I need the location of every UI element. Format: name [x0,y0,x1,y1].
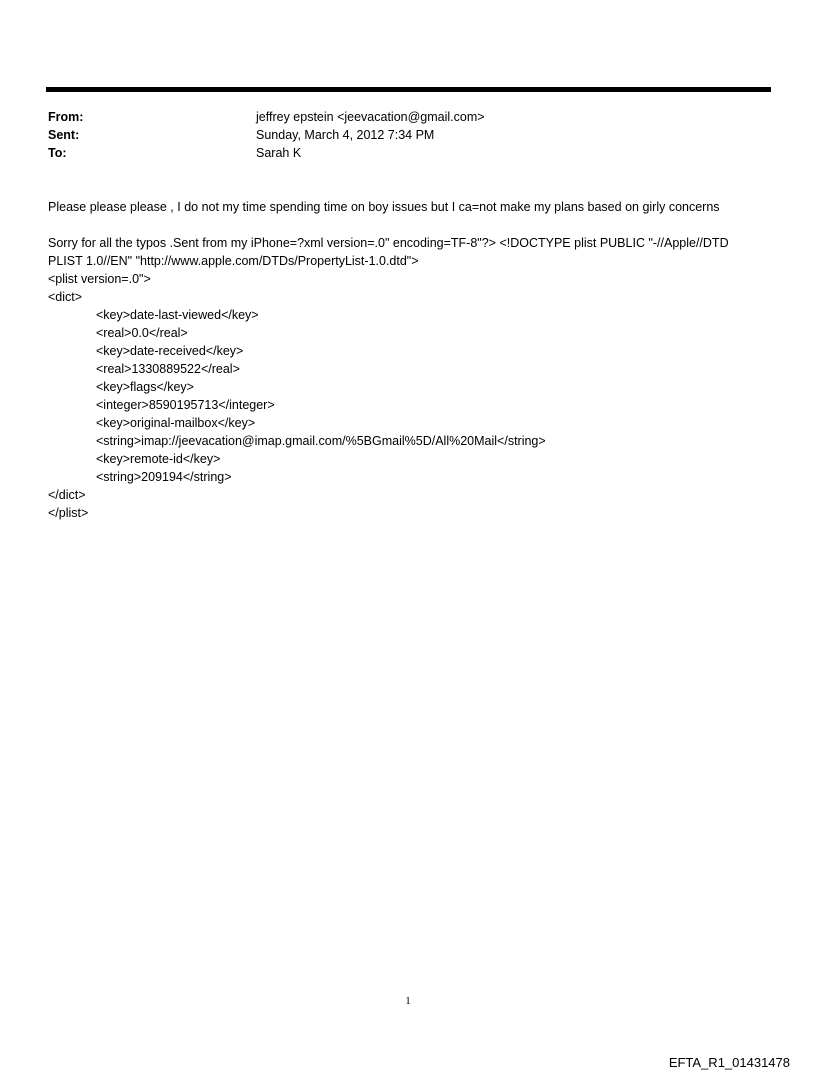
plist-key-line: <key>date-received</key> [96,344,244,358]
page-number: 1 [405,995,411,1007]
body-paragraph-2-line-2: PLIST 1.0//EN" "http://www.apple.com/DTDs/PropertyList-1.0.dtd"> [48,254,419,268]
plist-value-line: <real>1330889522</real> [96,362,240,376]
plist-value-line: <real>0.0</real> [96,326,188,340]
plist-value-line: <string>209194</string> [96,470,232,484]
plist-key-line: <key>date-last-viewed</key> [96,308,259,322]
dict-close-line: </dict> [48,488,86,502]
plist-value-line: <string>imap://jeevacation@imap.gmail.com/%5BGmail%5D/All%20Mail</string> [96,434,546,448]
dict-open-line: <dict> [48,290,83,304]
sent-value: Sunday, March 4, 2012 7:34 PM [256,128,435,142]
from-label: From: [48,110,84,124]
document-id: EFTA_R1_01431478 [668,1055,790,1070]
sent-label: Sent: [48,128,80,142]
plist-open-line: <plist version=.0"> [48,272,151,286]
to-value: Sarah K [256,146,302,160]
header-divider [46,87,771,92]
plist-key-line: <key>remote-id</key> [96,452,221,466]
from-value: jeffrey epstein <jeevacation@gmail.com> [256,110,485,124]
plist-key-line: <key>flags</key> [96,380,194,394]
paragraph-gap [48,216,776,234]
plist-key-line: <key>original-mailbox</key> [96,416,256,430]
plist-close-line: </plist> [48,506,89,520]
body-paragraph-2-line-1: Sorry for all the typos .Sent from my iPhone=?xml version=.0" encoding=TF-8"?> <!DOCTYPE plist PUBLIC "-//Apple//DTD [48,236,729,250]
email-body [48,198,776,522]
plist-value-line: <integer>8590195713</integer> [96,398,275,412]
body-paragraph-1: Please please please , I do not my time spending time on boy issues but I ca=not make my plans based on girly concerns [48,200,720,214]
to-label: To: [48,146,67,160]
